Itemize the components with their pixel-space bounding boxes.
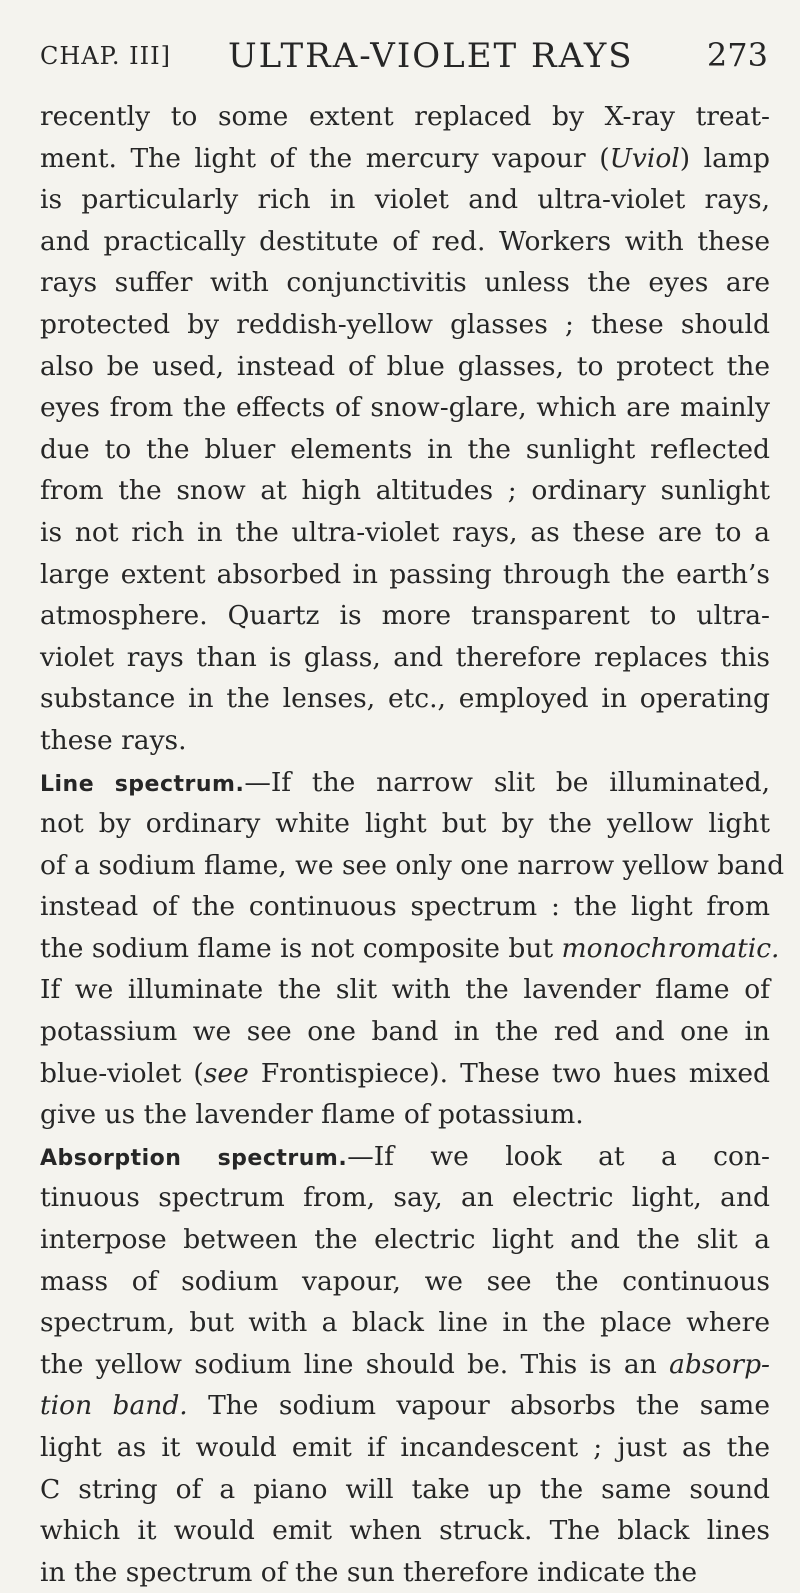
italic-text: tion band. <box>40 1390 188 1422</box>
text-line <box>40 1094 770 1136</box>
text-line <box>40 1011 770 1053</box>
text-segment: atmosphere. Quartz is more transparent to ultra- <box>40 600 770 632</box>
text-line <box>40 221 770 263</box>
text-line <box>40 429 770 471</box>
text-line <box>40 1261 770 1303</box>
text-segment: If we illuminate the slit with the lavender flame of <box>40 974 770 1006</box>
text-line <box>40 179 770 221</box>
italic-text: Uviol <box>609 142 680 174</box>
text-line <box>40 470 770 512</box>
text-line <box>40 1427 770 1469</box>
text-line <box>40 762 770 804</box>
running-header <box>40 38 768 78</box>
text-segment: recently to some extent replaced by X-ray treat- <box>40 101 770 132</box>
running-title: ULTRA-VIOLET RAYS <box>228 36 634 76</box>
text-segment: give us the lavender flame of potassium. <box>40 1099 584 1131</box>
text-segment: The sodium vapour absorbs the same <box>187 1390 770 1422</box>
text-line <box>40 304 770 346</box>
italic-text: monochromatic. <box>561 932 780 964</box>
text-line <box>40 803 770 845</box>
text-segment: due to the bluer elements in the sunlight reflected <box>40 433 770 465</box>
text-segment: violet rays than is glass, and therefore replaces this <box>40 641 770 673</box>
text-segment: which it would emit when struck. The black lines <box>40 1515 770 1547</box>
body-text <box>40 96 785 1593</box>
text-segment: C string of a piano will take up the same sound <box>40 1473 770 1505</box>
chapter-label: CHAP. III] <box>40 42 171 70</box>
text-line <box>40 845 785 887</box>
text-segment: these rays. <box>40 724 187 756</box>
text-line <box>40 1385 770 1427</box>
text-segment: the sodium flame is not composite but <box>40 932 562 964</box>
text-segment: is particularly rich in violet and ultra-violet rays, <box>40 184 770 216</box>
text-line <box>40 595 770 637</box>
section-heading: Line spectrum. <box>40 771 245 797</box>
text-segment: not by ordinary white light but by the yellow light <box>40 808 770 840</box>
text-segment: instead of the continuous spectrum : the light from <box>40 891 770 923</box>
text-line <box>40 886 770 928</box>
text-segment: eyes from the effects of snow-glare, which are mainly <box>40 392 770 424</box>
text-line <box>40 96 770 138</box>
text-line <box>40 1510 770 1552</box>
text-segment: mass of sodium vapour, we see the continuous <box>40 1265 770 1297</box>
text-segment: —If the narrow slit be illuminated, <box>244 766 770 798</box>
text-line <box>40 1177 770 1219</box>
text-segment: rays suffer with conjunctivitis unless the eyes are <box>40 267 770 299</box>
text-line <box>40 1053 770 1095</box>
text-segment: tinuous spectrum from, say, an electric light, and <box>40 1182 770 1214</box>
text-line <box>40 1219 770 1261</box>
text-segment: of a sodium flame, we see only one narrow yellow band <box>40 849 785 881</box>
text-segment: —If we look at a con- <box>347 1140 770 1172</box>
text-line <box>40 138 770 180</box>
text-line <box>40 720 770 762</box>
text-line <box>40 969 770 1011</box>
text-segment: and practically destitute of red. Workers with these <box>40 225 770 257</box>
text-segment: blue-violet ( <box>40 1057 204 1089</box>
text-segment: from the snow at high altitudes ; ordinary sunlight <box>40 475 770 507</box>
text-segment: Frontispiece). These two hues mixed <box>248 1057 770 1089</box>
text-segment: potassium we see one band in the red and one in <box>40 1016 770 1048</box>
text-segment: is not rich in the ultra-violet rays, as these are to a <box>40 516 770 548</box>
text-segment: ) lamp <box>679 142 770 174</box>
text-line <box>40 262 770 304</box>
section-heading: Absorption spectrum. <box>40 1145 348 1171</box>
text-line <box>40 346 770 388</box>
text-segment: also be used, instead of blue glasses, to protect the <box>40 350 770 382</box>
text-segment: the yellow sodium line should be. This is an <box>40 1348 670 1380</box>
text-line <box>40 387 770 429</box>
text-line <box>40 1469 770 1511</box>
text-segment: spectrum, but with a black line in the place where <box>40 1307 770 1339</box>
text-line <box>40 1552 770 1593</box>
text-segment: protected by reddish-yellow glasses ; these should <box>40 308 770 340</box>
text-line <box>40 928 780 970</box>
text-segment: light as it would emit if incandescent ; just as the <box>40 1432 770 1463</box>
text-line <box>40 1302 770 1344</box>
text-line <box>40 678 770 720</box>
text-segment: ment. The light of the mercury vapour ( <box>40 142 610 174</box>
text-line <box>40 637 770 679</box>
italic-text: see <box>203 1057 249 1089</box>
text-line <box>40 1344 770 1386</box>
text-segment: in the spectrum of the sun therefore indicate the <box>40 1556 698 1588</box>
text-segment: large extent absorbed in passing through the earth’s <box>40 558 770 590</box>
text-line <box>40 512 770 554</box>
text-line <box>40 554 770 596</box>
page-number: 273 <box>706 36 768 74</box>
text-segment: interpose between the electric light and the slit a <box>40 1224 770 1256</box>
italic-text: absorp- <box>669 1348 770 1380</box>
text-line <box>40 1136 770 1178</box>
text-segment: substance in the lenses, etc., employed in operating <box>40 683 770 715</box>
